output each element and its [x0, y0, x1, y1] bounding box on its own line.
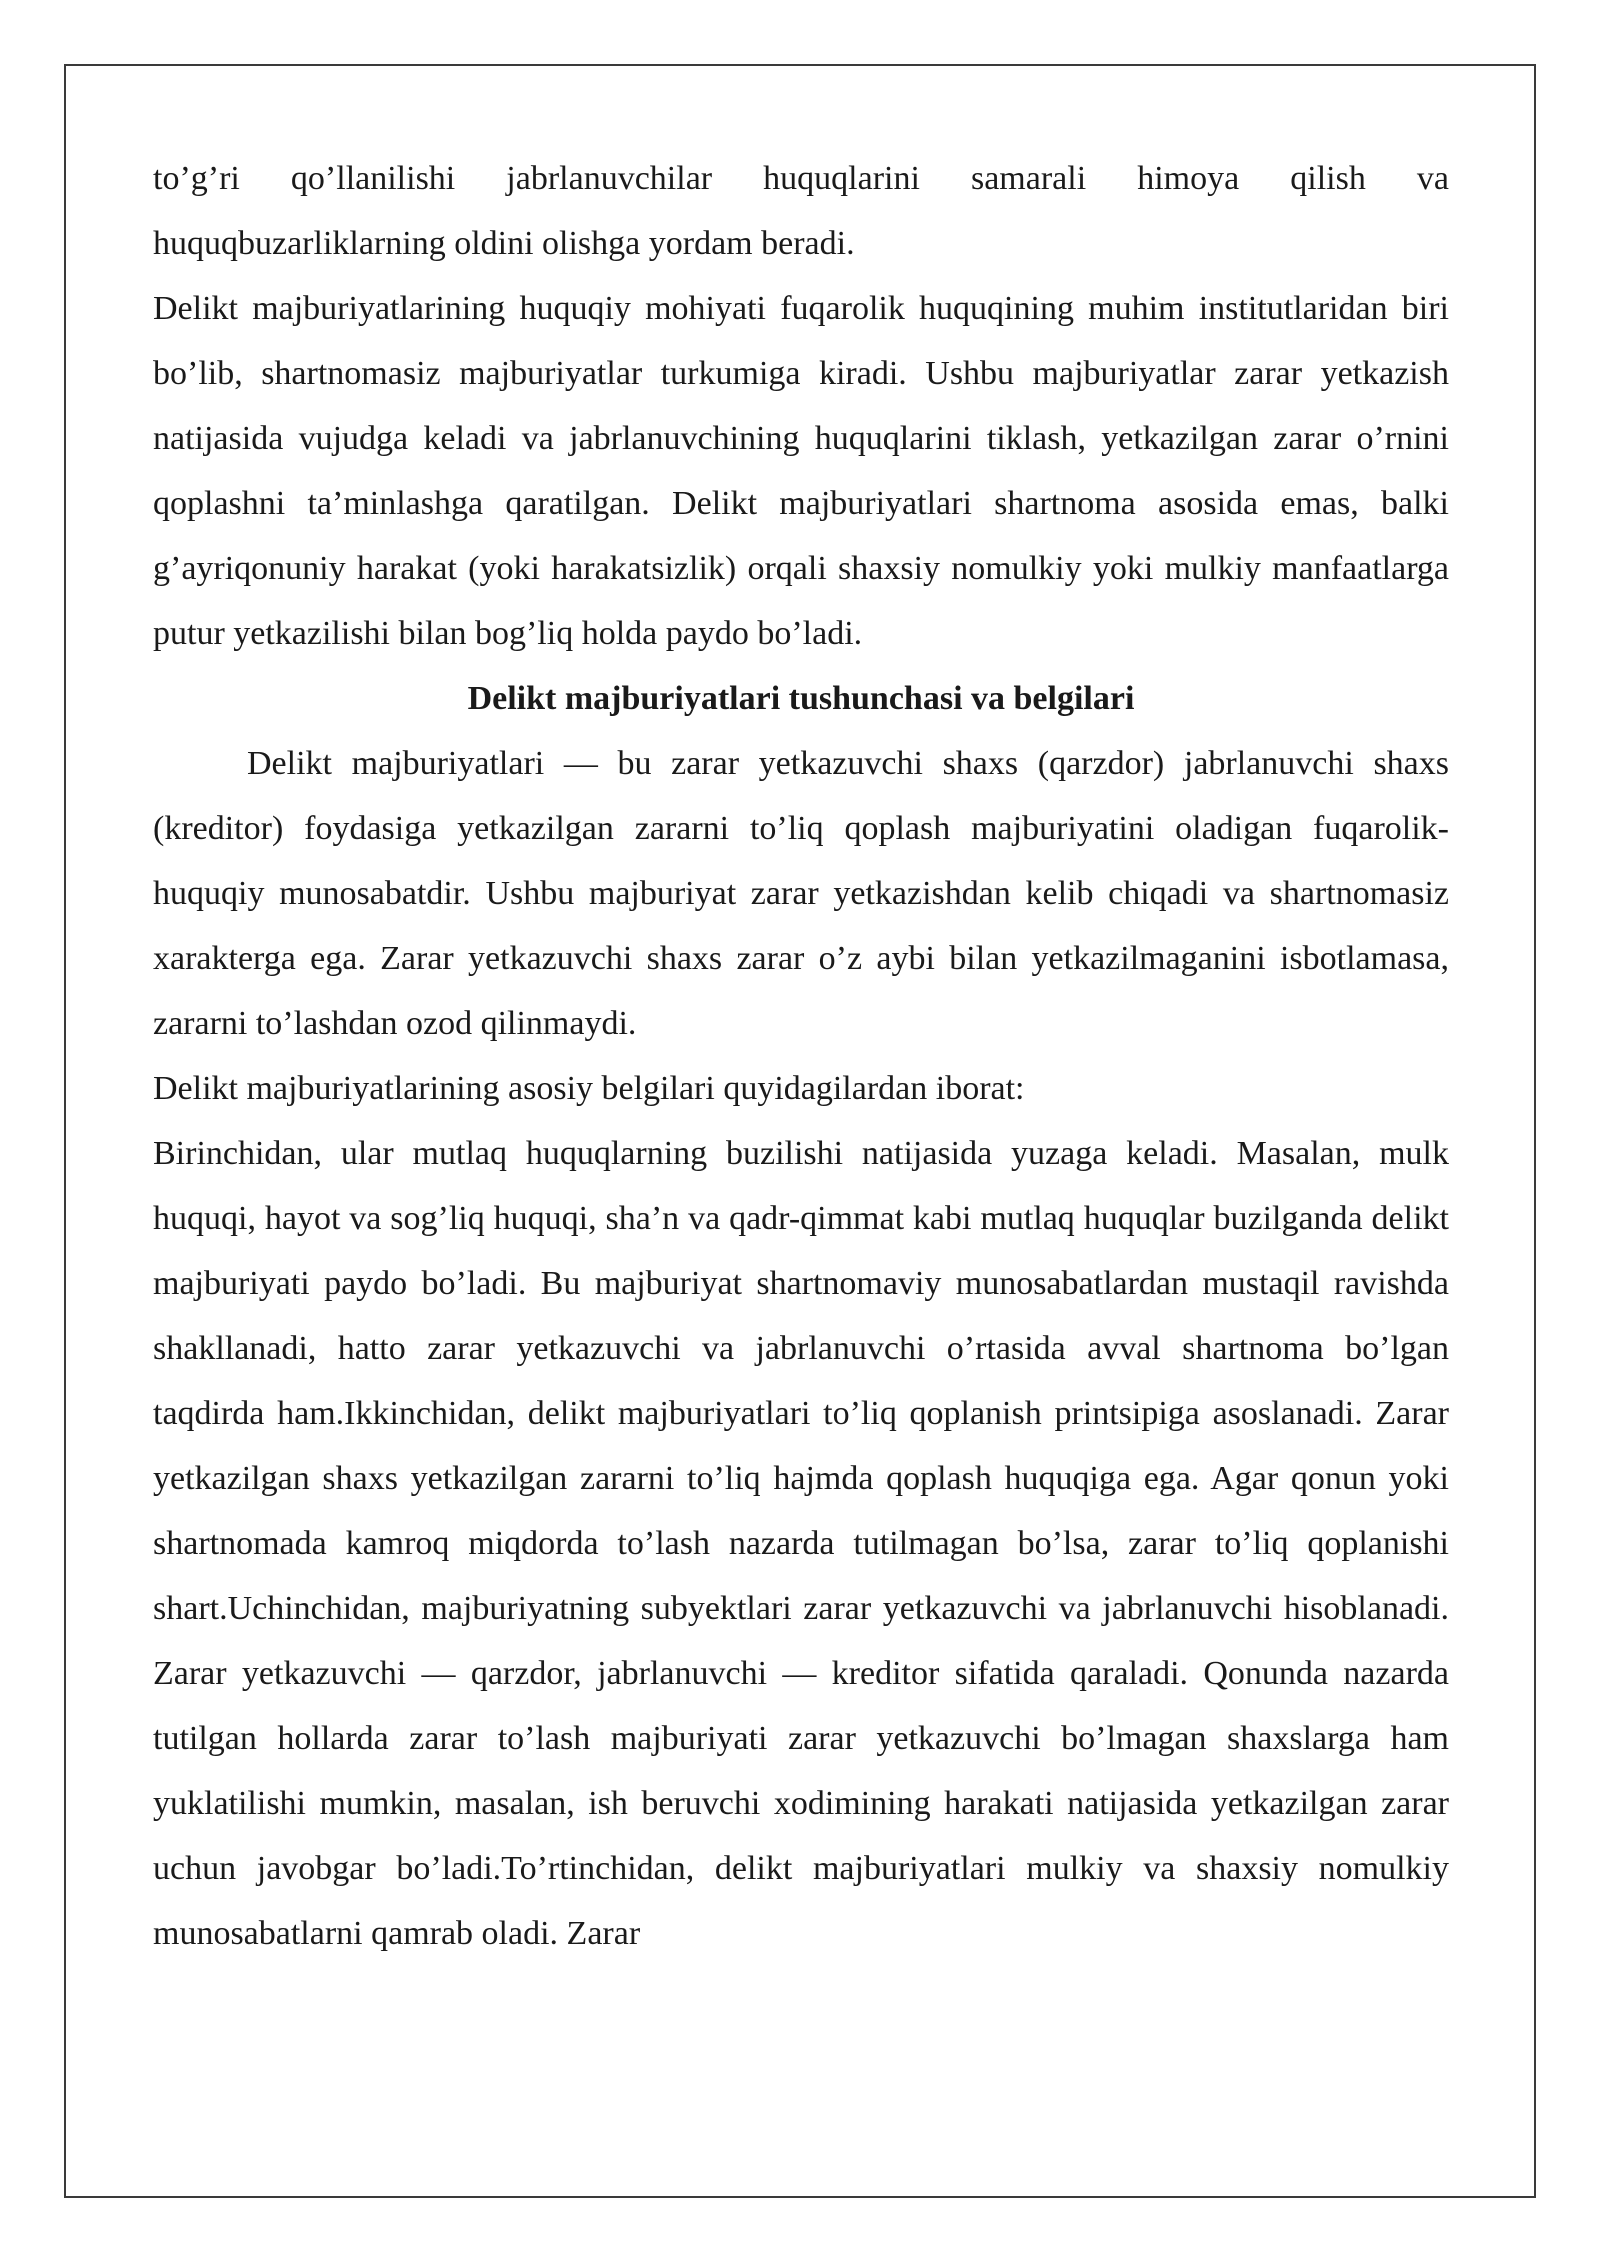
paragraph-features-list: Birinchidan, ular mutlaq huquqlarning buzilishi natijasida yuzaga keladi. Masalan, mulk huquqi, hayot va sog’liq huquqi, sha’n va qadr-qimmat kabi mutlaq huquqlar buzilganda delikt majburiyati paydo bo’ladi. Bu majburiyat shartnomaviy munosabatlardan mustaqil ravishda shakllanadi, hatto zarar yetkazuvchi va jabrlanuvchi o’rtasida avval shartnoma bo’lgan taqdirda ham.Ikkinchidan, delikt majburiyatlari to’liq qoplanish printsipiga asoslanadi. Zarar yetkazilgan shaxs yetkazilgan zararni to’liq hajmda qoplash huquqiga ega. Agar qonun yoki shartnomada kamroq miqdorda to’lash nazarda tutilmagan bo’lsa, zarar to’liq qoplanishi shart.Uchinchidan, majburiyatning subyektlari zarar yetkazuvchi va jabrlanuvchi hisoblanadi. Zarar yetkazuvchi — qarzdor, jabrlanuvchi — kreditor sifatida qaraladi. Qonunda nazarda tutilgan hollarda zarar to’lash majburiyati zarar yetkazuvchi bo’lmagan shaxslarga ham yuklatilishi mumkin, masalan, ish beruvchi xodimining harakati natijasida yetkazilgan zarar uchun javobgar bo’ladi.To’rtinchidan, delikt majburiyatlari mulkiy va shaxsiy nomulkiy munosabatlarni qamrab oladi. Zarar	[153, 1135, 1449, 1952]
paragraph-continuation: to’g’ri qo’llanilishi jabrlanuvchilar huquqlarini samarali himoya qilish va huquqbuzarliklarning oldini olishga yordam beradi.	[153, 160, 1449, 262]
paragraph-features-intro: Delikt majburiyatlarining asosiy belgilari quyidagilardan iborat:	[153, 1070, 1025, 1107]
paragraph-legal-nature: Delikt majburiyatlarining huquqiy mohiyati fuqarolik huquqining muhim institutlaridan biri bo’lib, shartnomasiz majburiyatlar turkumiga kiradi. Ushbu majburiyatlar zarar yetkazish natijasida vujudga keladi va jabrlanuvchining huquqlarini tiklash, yetkazilgan zarar o’rnini qoplashni ta’minlashga qaratilgan. Delikt majburiyatlari shartnoma asosida emas, balki g’ayriqonuniy harakat (yoki harakatsizlik) orqali shaxsiy nomulkiy yoki mulkiy manfaatlarga putur yetkazilishi bilan bog’liq holda paydo bo’ladi.	[153, 290, 1449, 652]
paragraph-definition: Delikt majburiyatlari — bu zarar yetkazuvchi shaxs (qarzdor) jabrlanuvchi shaxs (kreditor) foydasiga yetkazilgan zararni to’liq qoplash majburiyatini oladigan fuqarolik-huquqiy munosabatdir. Ushbu majburiyat zarar yetkazishdan kelib chiqadi va shartnomasiz xarakterga ega. Zarar yetkazuvchi shaxs zarar o’z aybi bilan yetkazilmaganini isbotlamasa, zararni to’lashdan ozod qilinmaydi.	[153, 745, 1449, 1042]
document-body	[153, 146, 1449, 1966]
section-heading: Delikt majburiyatlari tushunchasi va belgilari	[467, 680, 1135, 717]
